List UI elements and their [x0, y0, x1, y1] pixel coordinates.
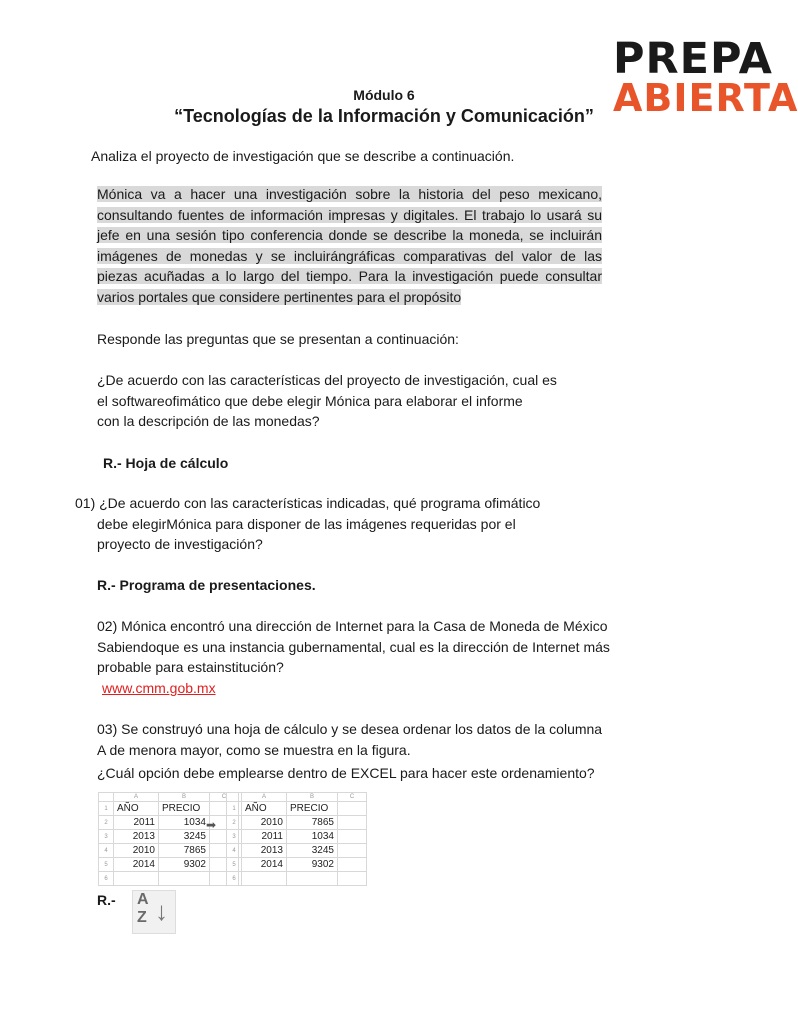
sort-icon-letter-z: Z	[137, 909, 147, 926]
table-row	[227, 844, 367, 858]
question-2-line: probable para estainstitución?	[97, 659, 284, 675]
paragraph-highlighted: Mónica va a hacer una investigación sobre la historia del peso mexicano, consultando fuentes de información impresas y digitales. El trabajo lo usará su jefe en una sesión tipo conferencia donde se describe la moneda, se incluirán imágenes de monedas y se incluirángráficas comparativas del valor de las piezas acuñadas a lo largo del tiempo. Para la	[97, 186, 602, 285]
spreadsheet-before	[98, 792, 239, 886]
question-2-line: 02) Mónica encontró una dirección de Internet para la Casa de Moneda de México	[97, 618, 608, 634]
table-row	[99, 872, 239, 886]
table-cell: AÑO	[114, 802, 159, 816]
table-row	[227, 816, 367, 830]
col-letter: B	[159, 793, 210, 802]
col-letter: C	[210, 793, 239, 802]
table-cell: PRECIO	[159, 802, 210, 816]
logo-line-2: ABIERTA	[613, 76, 798, 120]
table-cell	[338, 858, 367, 872]
paragraph-rest: investigación puede consultar varios portales que considere pertinentes para el propósito	[97, 268, 603, 305]
row-number: 6	[227, 872, 242, 886]
question-0-line: el softwareofimático que debe elegir Mónica para elaborar el informe	[97, 392, 523, 409]
spreadsheet-after	[226, 792, 367, 886]
table-cell: 3245	[287, 844, 338, 858]
question-1-line: 01) ¿De acuerdo con las características indicadas, qué programa ofimático	[75, 495, 541, 511]
row-number: 3	[99, 830, 114, 844]
table-cell: 9302	[159, 858, 210, 872]
row-number: 5	[227, 858, 242, 872]
row-number: 2	[227, 816, 242, 830]
row-number: 4	[227, 844, 242, 858]
table-cell: 9302	[287, 858, 338, 872]
question-3	[97, 719, 717, 784]
table-cell: 1034	[287, 830, 338, 844]
instructions-text: Responde las preguntas que se presentan a continuación:	[97, 331, 459, 347]
row-number: 3	[227, 830, 242, 844]
corner-cell	[99, 793, 114, 802]
sheet-header-row	[99, 793, 239, 802]
table-cell	[338, 830, 367, 844]
document-title: “Tecnologías de la Información y Comunicación”	[174, 106, 594, 126]
row-number: 5	[99, 858, 114, 872]
table-cell: 2011	[242, 830, 287, 844]
table-cell	[287, 872, 338, 886]
table-row	[227, 802, 367, 816]
question-0-line: con la descripción de las monedas?	[97, 413, 320, 429]
table-cell	[242, 872, 287, 886]
module-label: Módulo 6	[353, 87, 415, 103]
table-cell	[114, 872, 159, 886]
table-cell: 7865	[159, 844, 210, 858]
table-cell: 2010	[114, 844, 159, 858]
sort-icon-letter-a: A	[137, 891, 149, 908]
table-cell: 3245	[159, 830, 210, 844]
table-row	[99, 844, 239, 858]
question-0	[97, 370, 657, 432]
row-number: 6	[99, 872, 114, 886]
table-cell: AÑO	[242, 802, 287, 816]
table-row	[227, 872, 367, 886]
table-cell: 1034	[159, 816, 210, 830]
col-letter: A	[242, 793, 287, 802]
case-paragraph	[97, 184, 602, 308]
table-cell: 2013	[114, 830, 159, 844]
table-cell	[338, 802, 367, 816]
question-1-line: debe elegirMónica para disponer de las imágenes requeridas por el	[97, 515, 516, 532]
table-row	[99, 830, 239, 844]
down-arrow-icon: ↓	[155, 896, 168, 926]
intro-text: Analiza el proyecto de investigación que se describe a continuación.	[91, 148, 515, 164]
question-3-line: ¿Cuál opción debe emplearse dentro de EXCEL para hacer este ordenamiento?	[97, 765, 595, 781]
col-letter: A	[114, 793, 159, 802]
table-row	[99, 858, 239, 872]
table-row	[99, 802, 239, 816]
answer-1: R.- Programa de presentaciones.	[97, 577, 316, 593]
table-cell: PRECIO	[287, 802, 338, 816]
row-number: 1	[227, 802, 242, 816]
sheet-header-row	[227, 793, 367, 802]
table-cell	[159, 872, 210, 886]
table-cell: 7865	[287, 816, 338, 830]
question-3-line: A de menora mayor, como se muestra en la figura.	[97, 741, 411, 758]
arrow-right-icon: ➡	[206, 818, 217, 832]
question-2	[97, 616, 717, 678]
table-cell: 2011	[114, 816, 159, 830]
table-row	[99, 816, 239, 830]
table-cell	[338, 816, 367, 830]
question-0-line: ¿De acuerdo con las características del proyecto de investigación, cual es	[97, 372, 557, 388]
table-row	[227, 830, 367, 844]
row-number: 1	[99, 802, 114, 816]
logo-line-1: PREPA	[613, 34, 773, 84]
question-1-line: proyecto de investigación?	[97, 536, 263, 552]
table-cell: 2014	[242, 858, 287, 872]
answer-0: R.- Hoja de cálculo	[103, 455, 229, 471]
table-cell	[338, 844, 367, 858]
question-2-line: Sabiendoque es una instancia gubernamental, cual es la dirección de Internet más	[97, 638, 610, 655]
table-cell: 2013	[242, 844, 287, 858]
cmm-website-link[interactable]: www.cmm.gob.mx	[102, 680, 216, 696]
question-1	[75, 493, 675, 555]
col-letter: B	[287, 793, 338, 802]
table-cell: 2014	[114, 858, 159, 872]
answer-3: R.-	[97, 892, 116, 908]
table-row	[227, 858, 367, 872]
corner-cell	[227, 793, 242, 802]
table-cell: 2010	[242, 816, 287, 830]
row-number: 2	[99, 816, 114, 830]
col-letter: C	[338, 793, 367, 802]
table-cell	[338, 872, 367, 886]
row-number: 4	[99, 844, 114, 858]
sort-ascending-icon	[132, 890, 176, 934]
question-3-line: 03) Se construyó una hoja de cálculo y se desea ordenar los datos de la columna	[97, 721, 603, 737]
